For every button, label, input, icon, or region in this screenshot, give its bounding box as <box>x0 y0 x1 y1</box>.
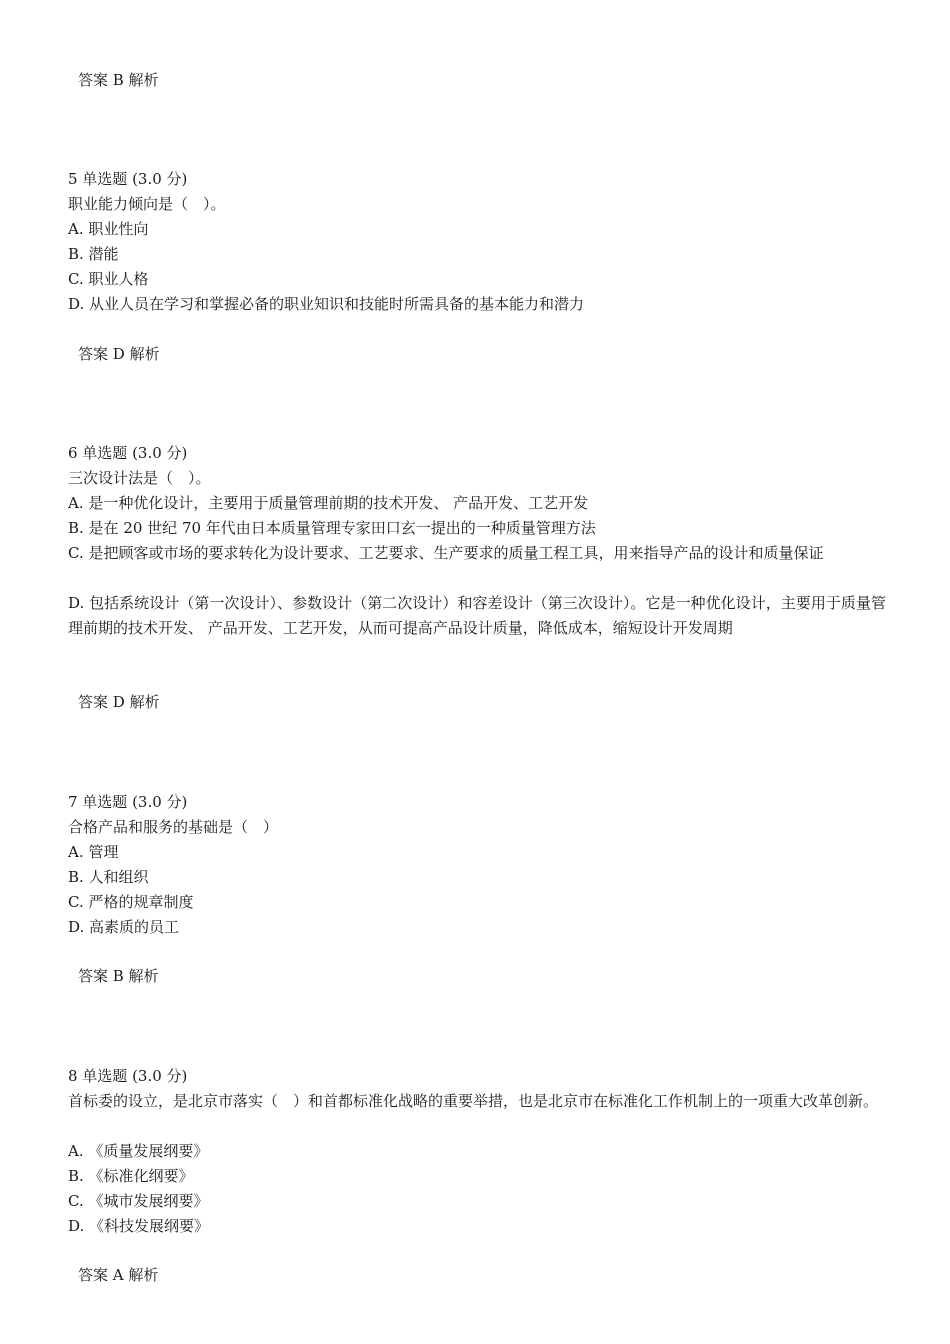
option-a: A. 《质量发展纲要》 <box>68 1142 209 1160</box>
option-a: A. 管理 <box>68 843 119 861</box>
option-a: A. 职业性向 <box>68 220 149 238</box>
option-d: D. 高素质的员工 <box>68 918 180 936</box>
question-header: 5 单选题 (3.0 分) <box>68 170 188 188</box>
answer-line: 答案 B 解析 <box>78 967 159 985</box>
answer-line: 答案 A 解析 <box>78 1266 159 1284</box>
question-stem: 职业能力倾向是（ ）。 <box>68 195 226 213</box>
option-d: D. 包括系统设计（第一次设计）、参数设计（第二次设计）和容差设计（第三次设计）。它是一种优化设计，主要用于质量管理前期的技术开发、 产品开发、工艺开发，从而可提高产品设计质量，降低成本，缩短设计开发周期 <box>68 594 886 637</box>
option-a: A. 是一种优化设计，主要用于质量管理前期的技术开发、 产品开发、工艺开发 <box>68 494 589 512</box>
option-b: B. 是在 20 世纪 70 年代由日本质量管理专家田口玄一提出的一种质量管理方法 <box>68 519 596 537</box>
option-b: B. 潜能 <box>68 245 119 263</box>
question-header: 7 单选题 (3.0 分) <box>68 793 188 811</box>
question-stem: 合格产品和服务的基础是（ ） <box>68 818 279 836</box>
option-c: C. 严格的规章制度 <box>68 893 194 911</box>
answer-line: 答案 D 解析 <box>78 693 160 711</box>
question-header: 8 单选题 (3.0 分) <box>68 1067 188 1085</box>
option-c: C. 职业人格 <box>68 270 149 288</box>
answer-line: 答案 B 解析 <box>78 71 159 89</box>
option-b: B. 《标准化纲要》 <box>68 1167 194 1185</box>
option-c: C. 是把顾客或市场的要求转化为设计要求、工艺要求、生产要求的质量工程工具，用来指导产品的设计和质量保证 <box>68 544 824 562</box>
option-c: C. 《城市发展纲要》 <box>68 1192 209 1210</box>
option-b: B. 人和组织 <box>68 868 149 886</box>
option-d: D. 《科技发展纲要》 <box>68 1217 210 1235</box>
question-header: 6 单选题 (3.0 分) <box>68 444 188 462</box>
answer-line: 答案 D 解析 <box>78 345 160 363</box>
question-stem: 三次设计法是（ ）。 <box>68 469 211 487</box>
option-d: D. 从业人员在学习和掌握必备的职业知识和技能时所需具备的基本能力和潜力 <box>68 295 585 313</box>
question-stem: 首标委的设立，是北京市落实（ ）和首都标准化战略的重要举措，也是北京市在标准化工作机制上的一项重大改革创新。 <box>68 1092 879 1110</box>
